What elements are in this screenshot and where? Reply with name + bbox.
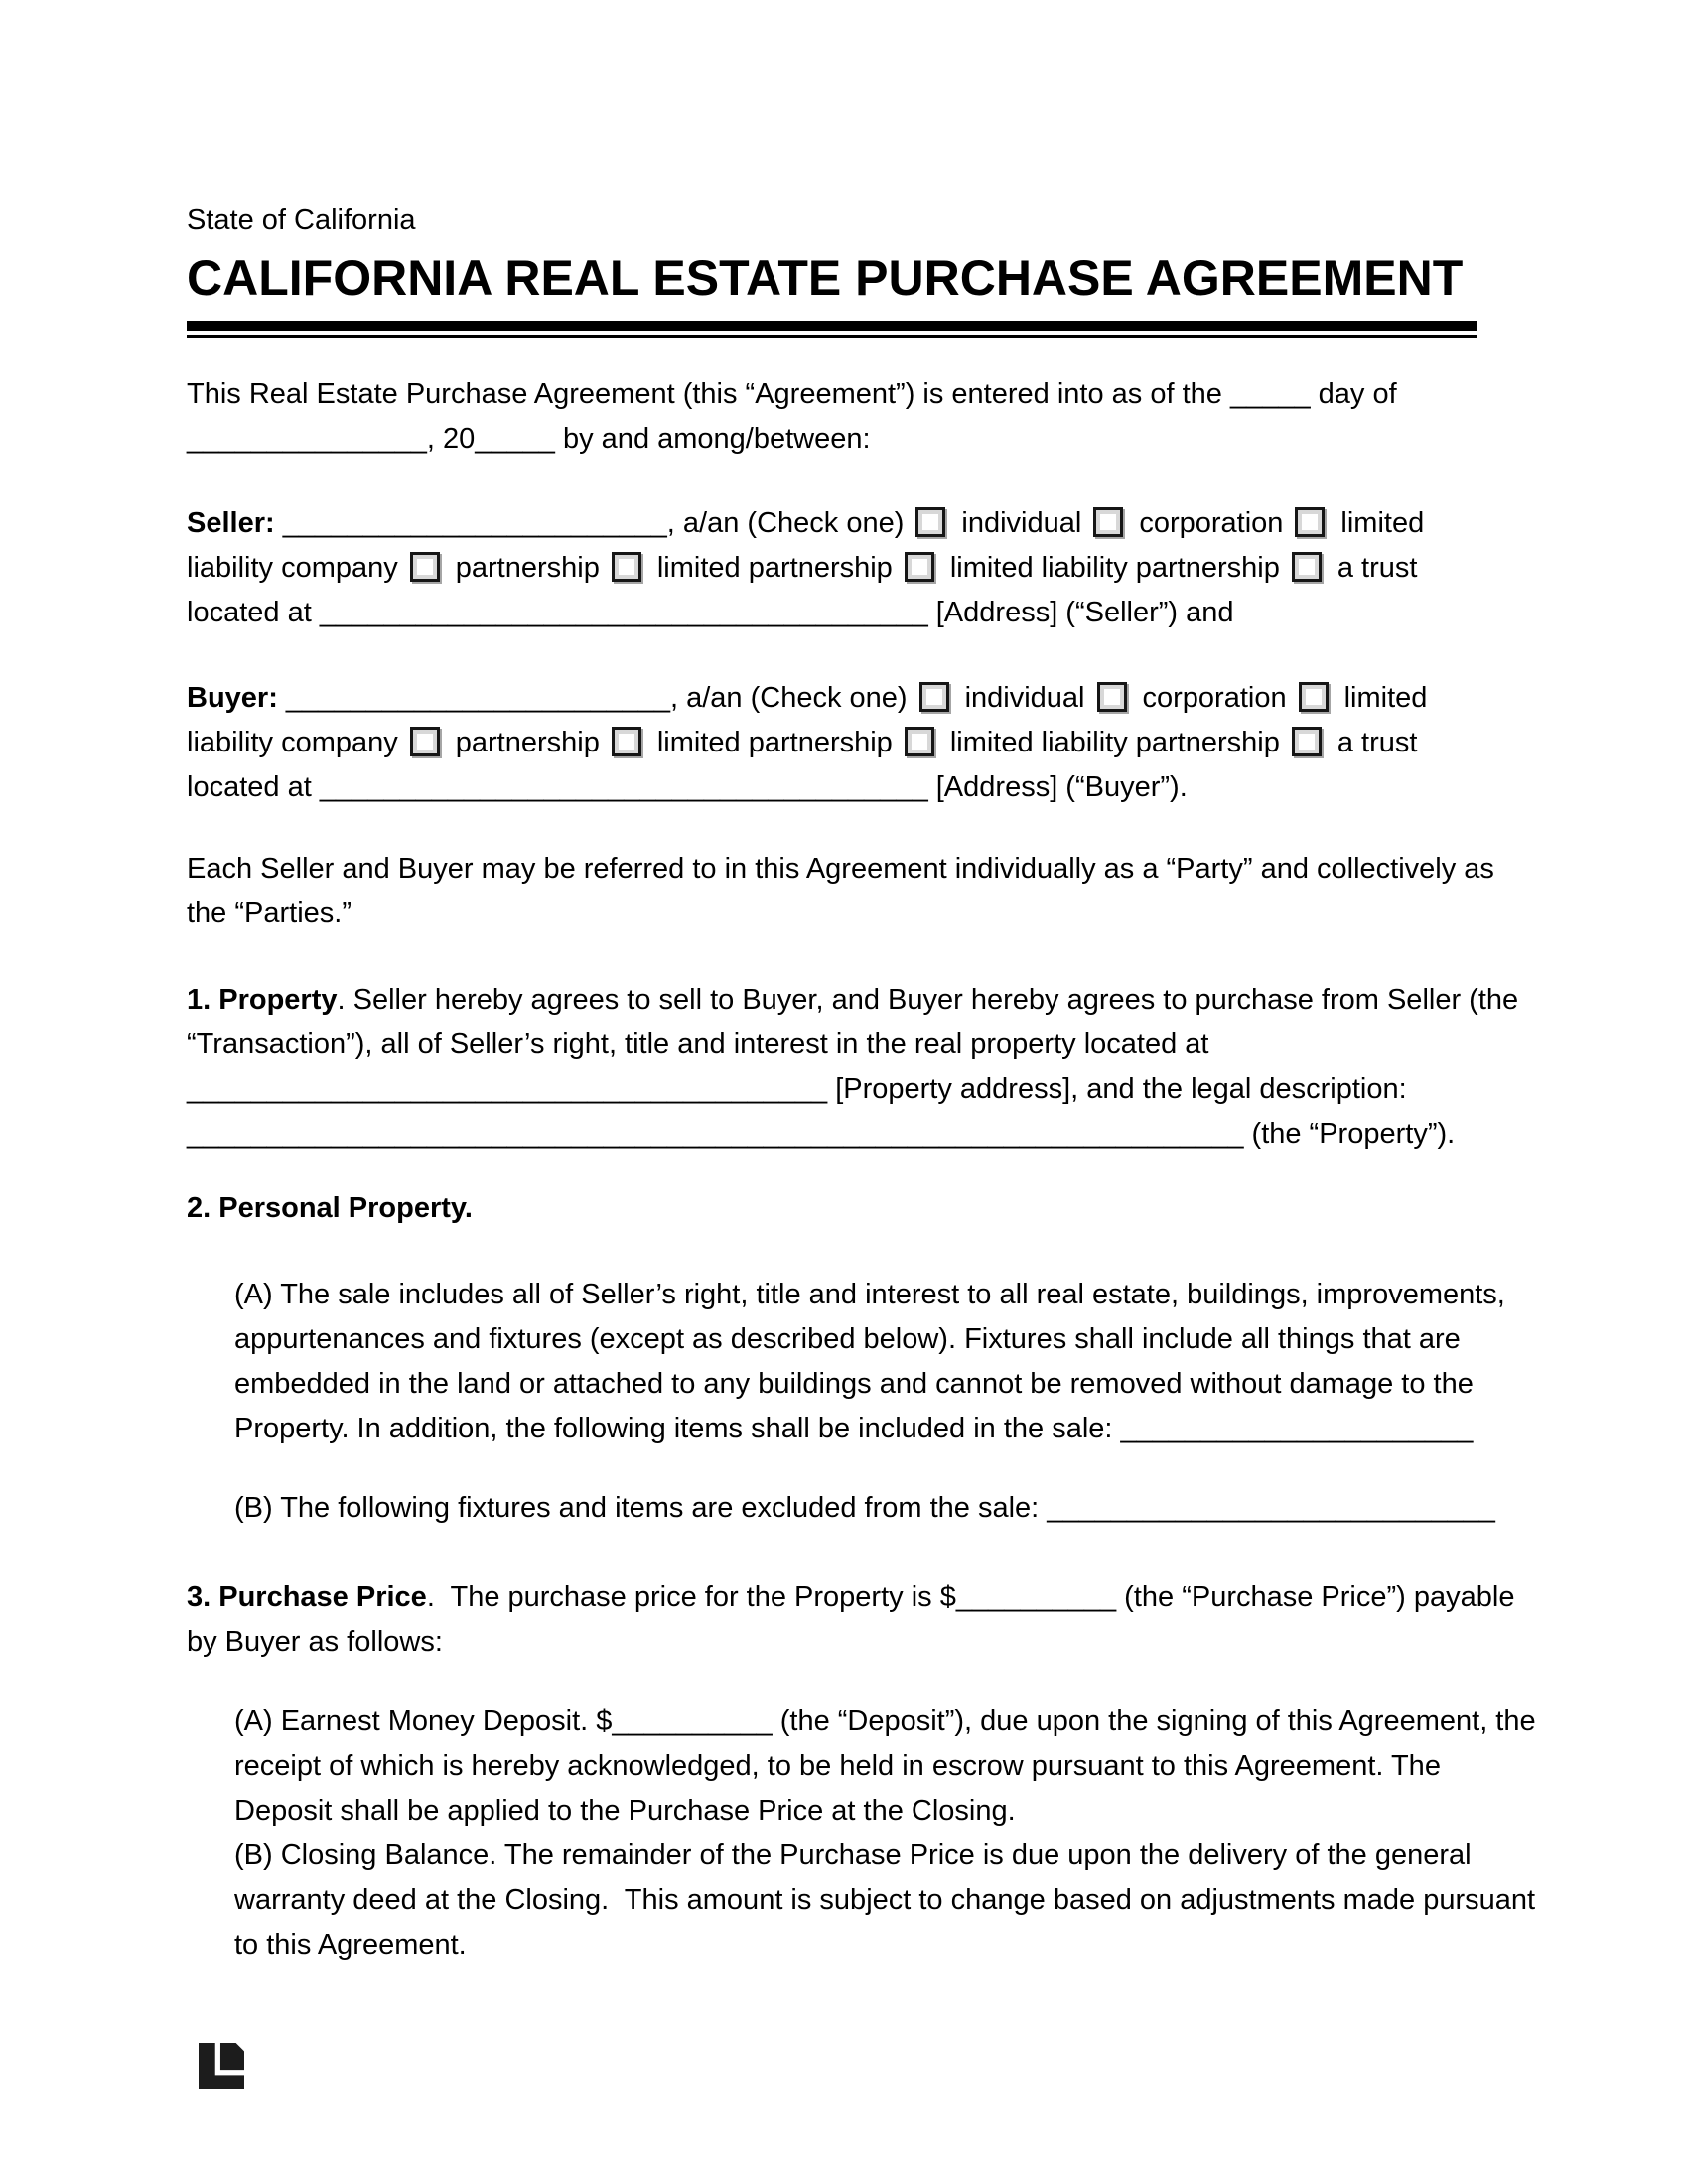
text-run: by Buyer as follows: <box>187 1626 443 1658</box>
checkbox-seller-partnership[interactable] <box>410 552 440 582</box>
text-line <box>187 1575 1529 1620</box>
bold-text-run: 1. Property <box>187 984 338 1016</box>
text-run: corporation <box>1142 682 1287 714</box>
checkbox-buyer-limited-liability-company[interactable] <box>1299 682 1329 712</box>
checkbox-seller-corporation[interactable] <box>1093 507 1123 537</box>
text-line <box>187 676 1529 721</box>
text-run: “Transaction”), all of Seller’s right, title and interest in the real property located at <box>187 1028 1209 1060</box>
page-title: CALIFORNIA REAL ESTATE PURCHASE AGREEMENT <box>187 250 1464 306</box>
text-run: limited liability partnership <box>949 552 1280 584</box>
text-run: Each Seller and Buyer may be referred to in this Agreement individually as a “Party” and collectively as <box>187 853 1494 885</box>
text-run: limited <box>1343 682 1428 714</box>
title-rule-thick <box>187 321 1477 331</box>
text-line <box>187 765 1529 810</box>
text-line <box>187 501 1529 546</box>
text-run: _______________, 20_____ by and among/between: <box>187 423 871 455</box>
text-run: liability company <box>187 552 398 584</box>
text-run: limited <box>1340 507 1425 539</box>
text-run: embedded in the land or attached to any buildings and cannot be removed without damage to the <box>234 1368 1474 1400</box>
text-run: appurtenances and fixtures (except as described below). Fixtures shall include all things that are <box>234 1323 1461 1355</box>
checkbox-seller-a-trust[interactable] <box>1292 552 1322 582</box>
checkbox-buyer-corporation[interactable] <box>1097 682 1127 712</box>
text-run: individual <box>964 682 1085 714</box>
section3-closing-paragraph <box>234 1834 1536 1968</box>
text-line <box>187 591 1529 635</box>
text-run: (A) The sale includes all of Seller’s right, title and interest to all real estate, buildings, improvements, <box>234 1279 1505 1310</box>
text-line <box>187 546 1529 591</box>
state-label: State of California <box>187 205 416 236</box>
text-run: ________________________________________ [Property address], and the legal description: <box>187 1073 1407 1105</box>
text-run: located at ______________________________________ [Address] (“Seller”) and <box>187 597 1234 628</box>
text-run: This Real Estate Purchase Agreement (this “Agreement”) is entered into as of the _____ day of <box>187 378 1397 410</box>
checkbox-seller-individual[interactable] <box>915 507 945 537</box>
checkbox-seller-limited-liability-partnership[interactable] <box>905 552 934 582</box>
checkbox-buyer-partnership[interactable] <box>410 727 440 756</box>
text-run: limited liability partnership <box>949 727 1280 758</box>
text-line <box>187 847 1529 891</box>
text-run: limited partnership <box>656 727 893 758</box>
section3-deposit-paragraph <box>234 1700 1536 1834</box>
text-run: a trust <box>1336 552 1418 584</box>
checkbox-buyer-individual[interactable] <box>919 682 949 712</box>
text-line <box>234 1273 1529 1317</box>
text-line <box>187 1067 1529 1112</box>
text-run: (B) Closing Balance. The remainder of the Purchase Price is due upon the delivery of the general <box>234 1840 1472 1871</box>
legaltemplates-logo-icon <box>199 2043 244 2089</box>
document-blocks <box>187 372 1536 1968</box>
text-line <box>234 1362 1529 1407</box>
text-line <box>187 1023 1529 1067</box>
text-run: receipt of which is hereby acknowledged, to be held in escrow pursuant to this Agreement. The <box>234 1750 1441 1782</box>
text-run: (B) The following fixtures and items are excluded from the sale: ____________________________ <box>234 1492 1495 1524</box>
text-run: corporation <box>1139 507 1284 539</box>
text-run: a trust <box>1336 727 1418 758</box>
text-run: warranty deed at the Closing. This amount is subject to change based on adjustments made pursuant <box>234 1884 1536 1916</box>
text-line <box>234 1789 1529 1834</box>
section2-heading <box>187 1186 1529 1231</box>
seller-paragraph <box>187 501 1529 635</box>
text-run: . Seller hereby agrees to sell to Buyer, and Buyer hereby agrees to purchase from Seller (the <box>337 984 1519 1016</box>
text-run: partnership <box>455 727 600 758</box>
text-run: Property. In addition, the following items shall be included in the sale: ______________________ <box>234 1413 1474 1444</box>
bold-text-run: 2. Personal Property. <box>187 1192 473 1224</box>
checkbox-seller-limited-partnership[interactable] <box>612 552 641 582</box>
text-line <box>187 1186 1529 1231</box>
text-line <box>234 1878 1536 1923</box>
text-line <box>187 417 1529 462</box>
text-run: (A) Earnest Money Deposit. $__________ (the “Deposit”), due upon the signing of this Agreement, the <box>234 1706 1536 1737</box>
text-line <box>187 372 1529 417</box>
legaltemplates-logo <box>199 2043 1529 2089</box>
checkbox-buyer-a-trust[interactable] <box>1292 727 1322 756</box>
text-run: __________________________________________________________________ (the “Property”). <box>187 1118 1456 1150</box>
text-run: . The purchase price for the Property is $__________ (the “Purchase Price”) payable <box>426 1581 1515 1613</box>
buyer-paragraph <box>187 676 1529 810</box>
bold-text-run: 3. Purchase Price <box>187 1581 427 1613</box>
text-line <box>187 1112 1529 1157</box>
intro-paragraph <box>187 372 1529 462</box>
checkbox-seller-limited-liability-company[interactable] <box>1295 507 1325 537</box>
text-line <box>234 1923 1529 1968</box>
text-line <box>187 721 1529 765</box>
text-run: ________________________, a/an (Check one) <box>274 507 905 539</box>
parties-paragraph <box>187 847 1529 936</box>
text-run: the “Parties.” <box>187 897 352 929</box>
text-line <box>234 1486 1529 1531</box>
checkbox-buyer-limited-partnership[interactable] <box>612 727 641 756</box>
section1-property-paragraph <box>187 978 1529 1157</box>
section2-included-paragraph <box>234 1273 1529 1451</box>
bold-text-run: Seller: <box>187 507 275 539</box>
text-line <box>187 1620 1529 1665</box>
text-line <box>234 1834 1529 1878</box>
title-rule-thin <box>187 335 1477 338</box>
text-line <box>187 978 1529 1023</box>
text-run: partnership <box>455 552 600 584</box>
text-run: to this Agreement. <box>234 1929 467 1961</box>
text-run: ________________________, a/an (Check one) <box>277 682 908 714</box>
text-line <box>234 1744 1529 1789</box>
bold-text-run: Buyer: <box>187 682 278 714</box>
text-run: Deposit shall be applied to the Purchase Price at the Closing. <box>234 1795 1016 1827</box>
section2-excluded-paragraph <box>234 1486 1529 1531</box>
checkbox-buyer-limited-liability-partnership[interactable] <box>905 727 934 756</box>
section3-price-paragraph <box>187 1575 1529 1665</box>
text-run: limited partnership <box>656 552 893 584</box>
text-line <box>187 891 1529 936</box>
text-run: liability company <box>187 727 398 758</box>
text-line <box>234 1407 1529 1451</box>
text-line <box>234 1700 1536 1744</box>
text-run: individual <box>961 507 1082 539</box>
text-line <box>234 1317 1529 1362</box>
text-run: located at ______________________________________ [Address] (“Buyer”). <box>187 771 1188 803</box>
